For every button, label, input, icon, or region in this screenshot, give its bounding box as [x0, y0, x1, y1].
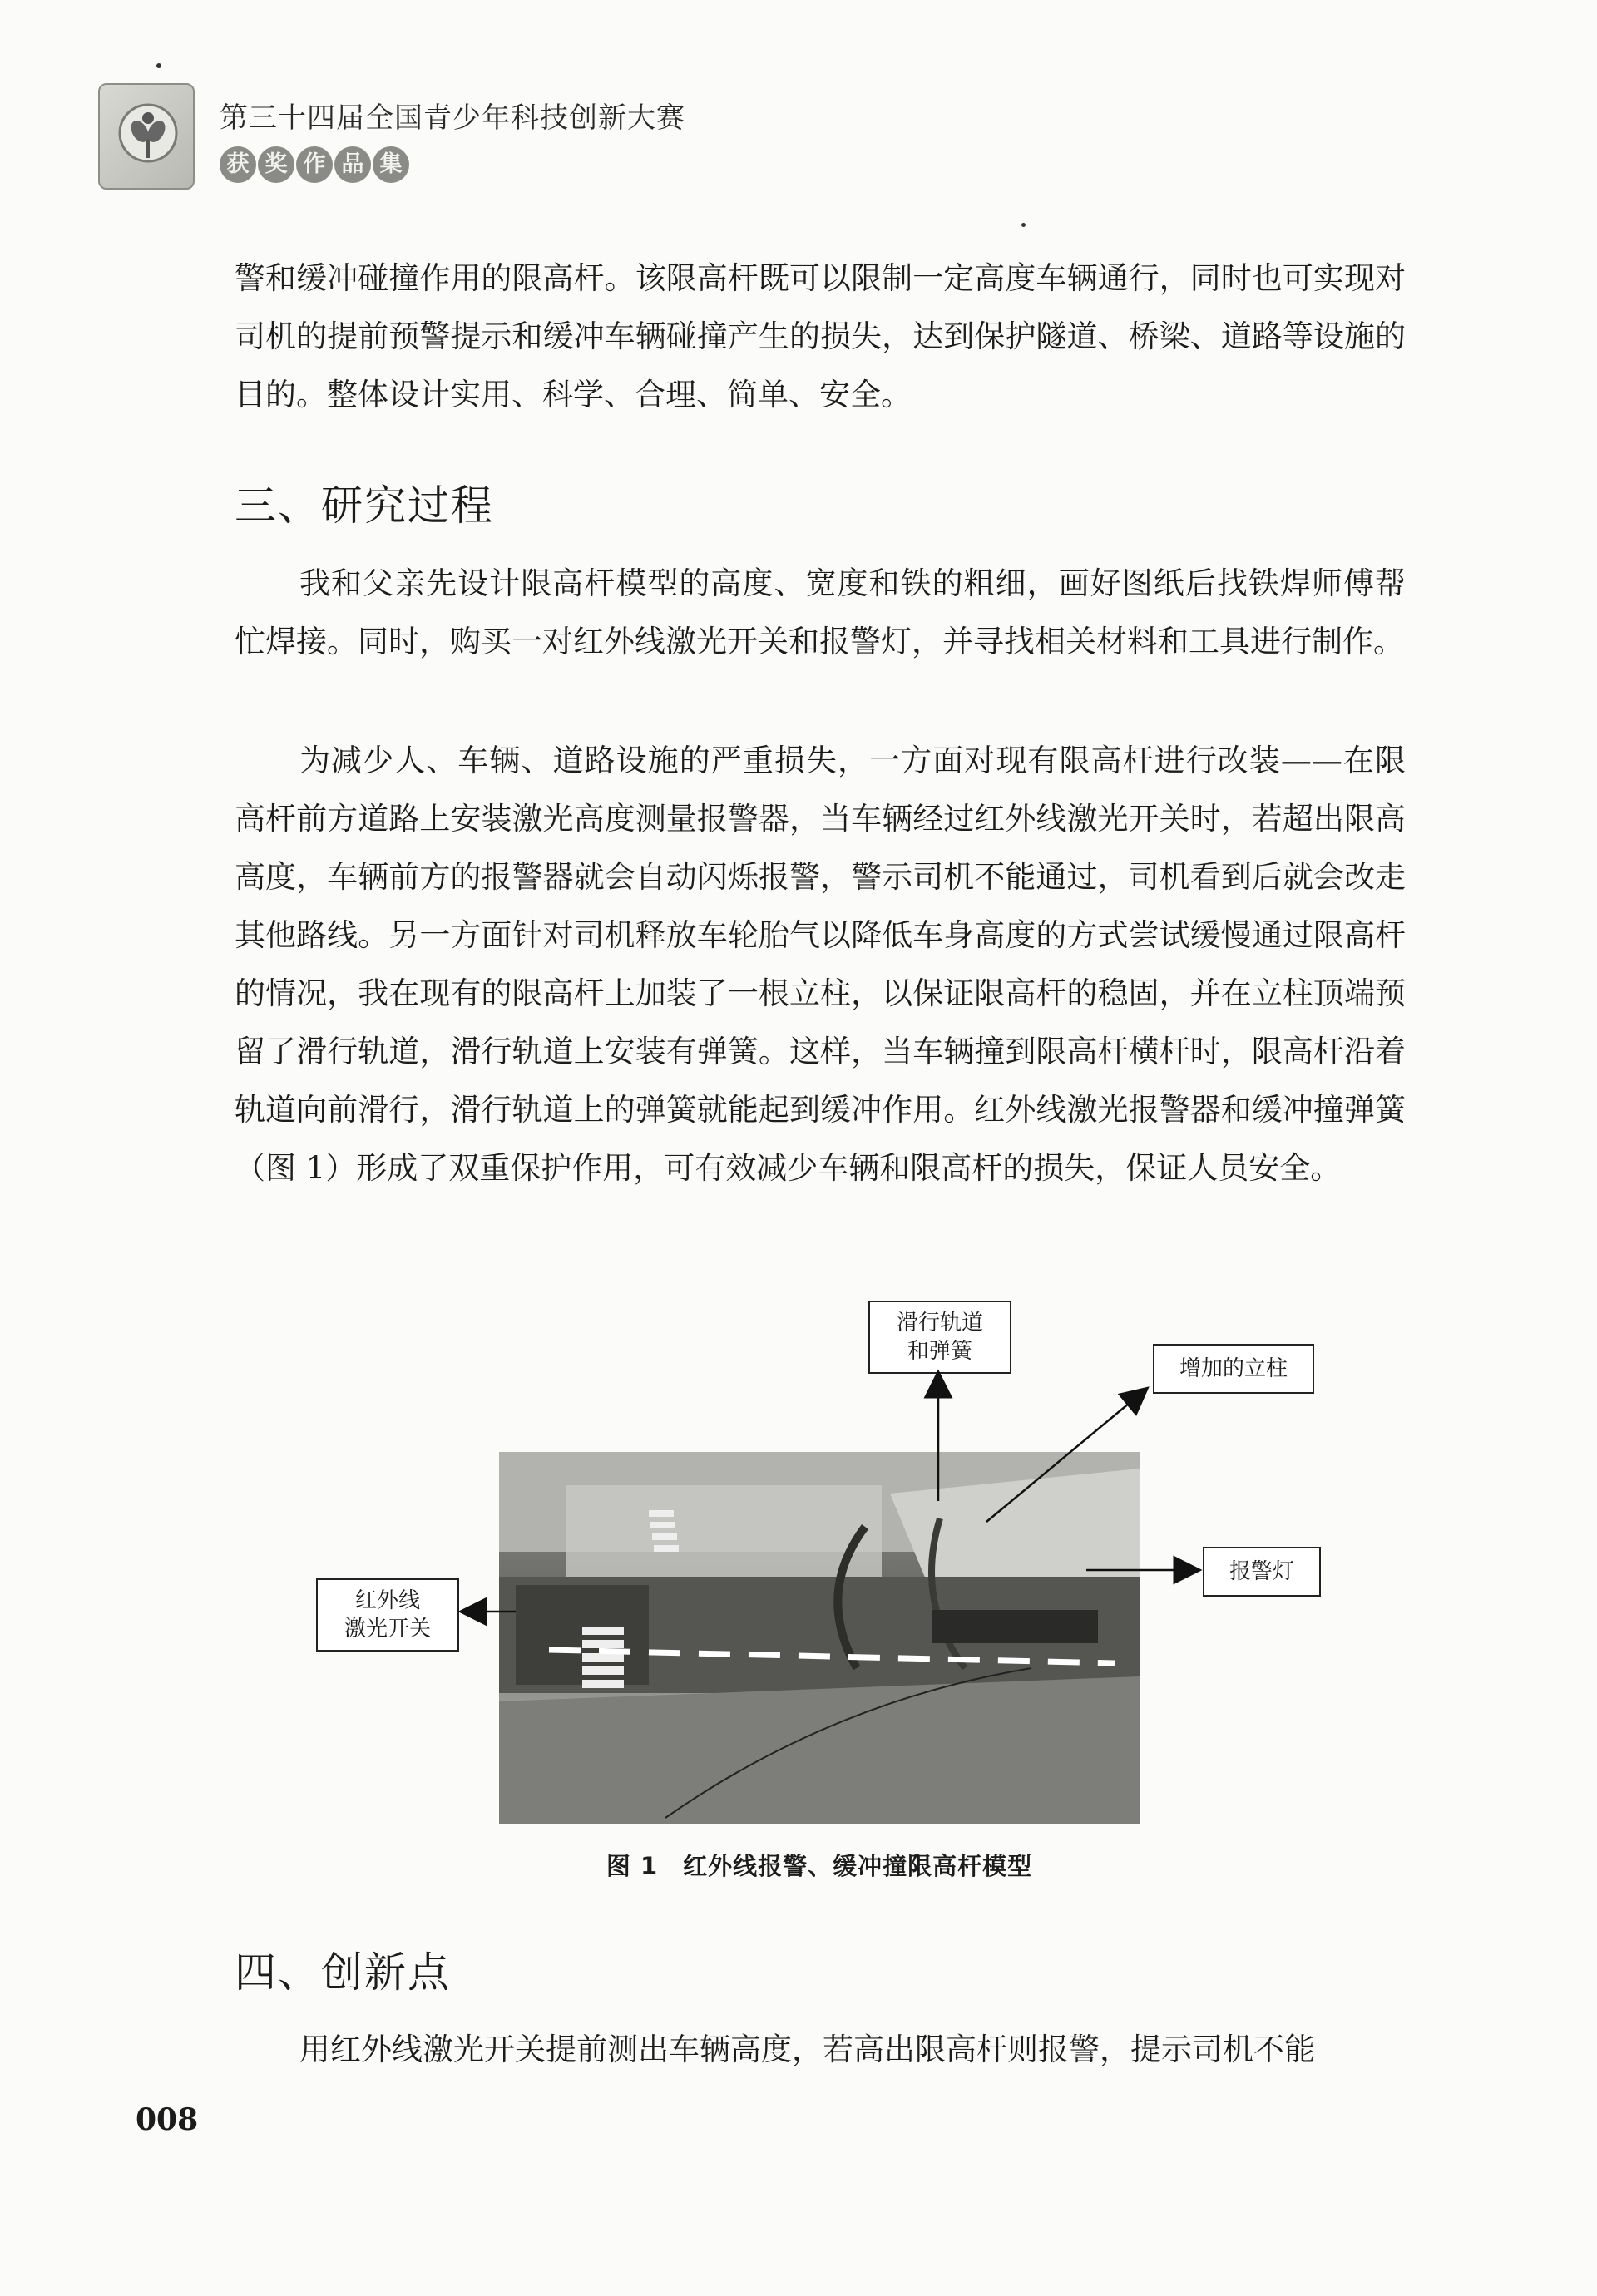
series-title: 第三十四届全国青少年科技创新大赛: [220, 101, 685, 135]
section-heading-research-process: 三、研究过程: [235, 481, 494, 530]
label-added-pillar: [1153, 1344, 1314, 1394]
page-number: 008: [136, 2102, 199, 2137]
label-text: 红外线: [354, 1588, 420, 1613]
subtitle-char: 作: [296, 146, 333, 183]
label-infrared-laser-switch: [316, 1578, 459, 1652]
paragraph-innovation: 用红外线激光开关提前测出车辆高度，若高出限高杆则报警，提示司机不能: [299, 2032, 1315, 2067]
label-sliding-track-spring: [868, 1301, 1011, 1374]
label-text: 增加的立柱: [1179, 1356, 1288, 1381]
paragraph-intro-continued: 警和缓冲碰撞作用的限高杆。该限高杆既可以限制一定高度车辆通行，同时也可实现对司机的提前预警提示和缓冲车辆碰撞产生的损失，达到保护隧道、桥梁、道路等设施的目的。整体设计实用、科学、合理、简单、安全。: [235, 260, 1406, 412]
figure-caption: 图 1 红外线报警、缓冲撞限高杆模型: [606, 1852, 1033, 1880]
paragraph-modification: 为减少人、车辆、道路设施的严重损失，一方面对现有限高杆进行改装——在限高杆前方道路上安装激光高度测量报警器，当车辆经过红外线激光开关时，若超出限高高度，车辆前方的报警器就会自动闪烁报警，警示司机不能通过，司机看到后就会改走其他路线。另一方面针对司机释放车轮胎气以降低车身高度的方式尝试缓慢通过限高杆的情况，我在现有的限高杆上加装了一根立柱，以保证限高杆的稳固，并在立柱顶端预留了滑行轨道，滑行轨道上安装有弹簧。这样，当车辆撞到限高杆横杆时，限高杆沿着轨道向前滑行，滑行轨道上的弹簧就能起到缓冲作用。红外线激光报警器和缓冲撞弹簧（图 1）形成了双重保护作用，可有效减少车辆和限高杆的损失，保证人员安全。: [235, 743, 1406, 1186]
label-alarm-light: [1203, 1547, 1321, 1597]
subtitle-char: 品: [334, 146, 371, 183]
paragraph-design: 我和父亲先设计限高杆模型的高度、宽度和铁的粗细，画好图纸后找铁焊师傅帮忙焊接。同时，购买一对红外线激光开关和报警灯，并寻找相关材料和工具进行制作。: [235, 565, 1406, 659]
label-text: 激光开关: [344, 1617, 431, 1642]
scan-dot: [1021, 223, 1026, 227]
subtitle-char: 集: [373, 146, 409, 183]
label-text: 报警灯: [1229, 1559, 1294, 1584]
figure-photo: [499, 1452, 1140, 1824]
subtitle-char: 奖: [258, 146, 294, 183]
label-text: 和弹簧: [907, 1339, 972, 1364]
section-heading-innovation: 四、创新点: [235, 1948, 451, 1997]
collection-subtitle: [220, 146, 409, 185]
competition-logo: [98, 83, 195, 190]
scan-dot: [156, 63, 161, 68]
label-text: 滑行轨道: [896, 1311, 983, 1336]
subtitle-char: 获: [220, 146, 256, 183]
